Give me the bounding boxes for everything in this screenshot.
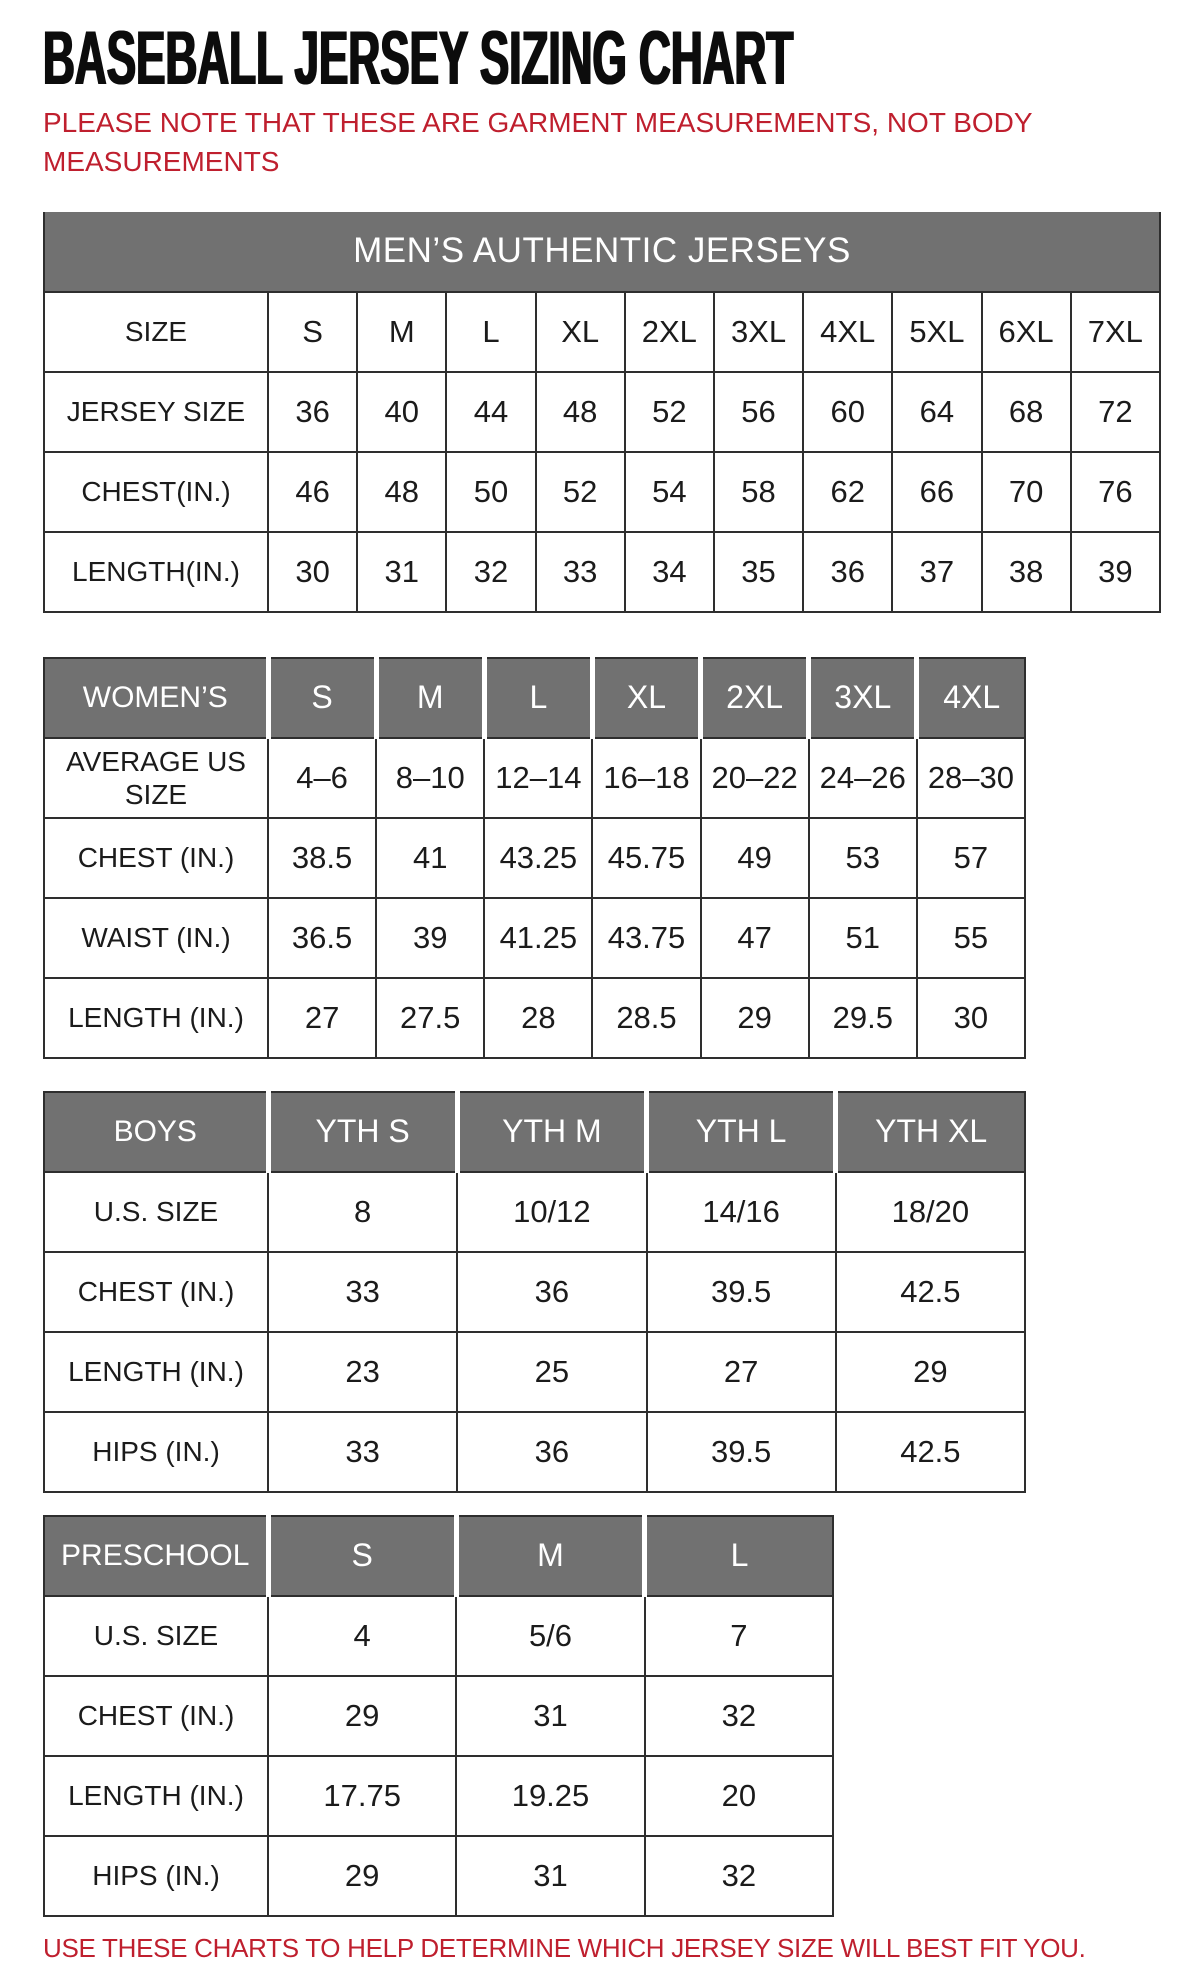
womens-column-header: M: [376, 658, 484, 738]
preschool-cell: 4: [268, 1596, 456, 1676]
womens-cell: 39: [376, 898, 484, 978]
mens-cell: 76: [1071, 452, 1160, 532]
womens-row-label: AVERAGE US SIZE: [44, 738, 268, 818]
mens-cell: 60: [803, 372, 892, 452]
mens-cell: 6XL: [982, 292, 1071, 372]
womens-cell: 29.5: [809, 978, 917, 1058]
mens-cell: 48: [357, 452, 446, 532]
preschool-row-label: LENGTH (IN.): [44, 1756, 268, 1836]
mens-cell: 64: [892, 372, 981, 452]
womens-cell: 28: [484, 978, 592, 1058]
boys-column-header: YTH L: [647, 1092, 836, 1172]
mens-cell: 35: [714, 532, 803, 612]
boys-cell: 33: [268, 1412, 457, 1492]
boys-cell: 36: [457, 1252, 646, 1332]
mens-table-title: MEN’S AUTHENTIC JERSEYS: [44, 212, 1160, 292]
preschool-cell: 20: [645, 1756, 833, 1836]
mens-row-label: SIZE: [44, 292, 268, 372]
womens-cell: 47: [701, 898, 809, 978]
mens-cell: 2XL: [625, 292, 714, 372]
preschool-column-header: L: [645, 1516, 833, 1596]
preschool-cell: 31: [456, 1676, 644, 1756]
mens-cell: 54: [625, 452, 714, 532]
boys-cell: 39.5: [647, 1252, 836, 1332]
mens-cell: 46: [268, 452, 357, 532]
womens-cell: 4–6: [268, 738, 376, 818]
boys-cell: 42.5: [836, 1252, 1025, 1332]
mens-cell: 3XL: [714, 292, 803, 372]
boys-row-label: U.S. SIZE: [44, 1172, 268, 1252]
womens-cell: 41: [376, 818, 484, 898]
boys-cell: 25: [457, 1332, 646, 1412]
mens-cell: 32: [446, 532, 535, 612]
mens-cell: 68: [982, 372, 1071, 452]
mens-cell: XL: [536, 292, 625, 372]
womens-cell: 43.75: [592, 898, 700, 978]
mens-cell: 44: [446, 372, 535, 452]
preschool-row: [44, 1756, 833, 1836]
preschool-cell: 31: [456, 1836, 644, 1916]
boys-cell: 36: [457, 1412, 646, 1492]
mens-cell: 70: [982, 452, 1071, 532]
preschool-cell: 32: [645, 1676, 833, 1756]
womens-row-label: WAIST (IN.): [44, 898, 268, 978]
womens-header-row: [44, 658, 1025, 738]
mens-cell: 37: [892, 532, 981, 612]
mens-cell: S: [268, 292, 357, 372]
womens-sizing-table: [43, 657, 1026, 1059]
size-tables-section: [43, 212, 1160, 1917]
boys-row: [44, 1412, 1025, 1492]
mens-row-label: CHEST(IN.): [44, 452, 268, 532]
mens-cell: 52: [625, 372, 714, 452]
boys-row: [44, 1252, 1025, 1332]
womens-cell: 53: [809, 818, 917, 898]
boys-row-label: HIPS (IN.): [44, 1412, 268, 1492]
mens-cell: 33: [536, 532, 625, 612]
womens-row: [44, 818, 1025, 898]
boys-row-label: LENGTH (IN.): [44, 1332, 268, 1412]
womens-cell: 57: [917, 818, 1025, 898]
preschool-header-label: PRESCHOOL: [44, 1516, 268, 1596]
womens-row-label: LENGTH (IN.): [44, 978, 268, 1058]
boys-cell: 14/16: [647, 1172, 836, 1252]
boys-cell: 10/12: [457, 1172, 646, 1252]
mens-cell: 39: [1071, 532, 1160, 612]
mens-cell: 72: [1071, 372, 1160, 452]
boys-header-row: [44, 1092, 1025, 1172]
mens-cell: 34: [625, 532, 714, 612]
preschool-sizing-table: [43, 1515, 834, 1917]
mens-cell: 31: [357, 532, 446, 612]
womens-column-header: L: [484, 658, 592, 738]
mens-authentic-jerseys-table: [43, 212, 1161, 613]
womens-cell: 49: [701, 818, 809, 898]
mens-cell: 62: [803, 452, 892, 532]
mens-cell: 36: [803, 532, 892, 612]
mens-cell: 36: [268, 372, 357, 452]
womens-column-header: S: [268, 658, 376, 738]
womens-cell: 55: [917, 898, 1025, 978]
mens-cell: M: [357, 292, 446, 372]
boys-cell: 23: [268, 1332, 457, 1412]
womens-cell: 28–30: [917, 738, 1025, 818]
womens-header-label: WOMEN’S: [44, 658, 268, 738]
mens-cell: 52: [536, 452, 625, 532]
womens-cell: 38.5: [268, 818, 376, 898]
mens-cell: 48: [536, 372, 625, 452]
preschool-row: [44, 1676, 833, 1756]
womens-row-label: CHEST (IN.): [44, 818, 268, 898]
womens-cell: 27: [268, 978, 376, 1058]
mens-cell: 56: [714, 372, 803, 452]
mens-cell: 66: [892, 452, 981, 532]
preschool-column-header: S: [268, 1516, 456, 1596]
boys-cell: 39.5: [647, 1412, 836, 1492]
mens-cell: 5XL: [892, 292, 981, 372]
mens-cell: 7XL: [1071, 292, 1160, 372]
mens-row: [44, 372, 1160, 452]
womens-column-header: 4XL: [917, 658, 1025, 738]
womens-column-header: 3XL: [809, 658, 917, 738]
womens-cell: 8–10: [376, 738, 484, 818]
preschool-row-label: CHEST (IN.): [44, 1676, 268, 1756]
preschool-column-header: M: [456, 1516, 644, 1596]
womens-row: [44, 898, 1025, 978]
preschool-cell: 19.25: [456, 1756, 644, 1836]
boys-column-header: YTH M: [457, 1092, 646, 1172]
boys-sizing-table: [43, 1091, 1026, 1493]
preschool-cell: 32: [645, 1836, 833, 1916]
page-title: [43, 16, 1160, 101]
boys-column-header: YTH S: [268, 1092, 457, 1172]
womens-cell: 27.5: [376, 978, 484, 1058]
boys-cell: 27: [647, 1332, 836, 1412]
womens-cell: 24–26: [809, 738, 917, 818]
mens-cell: 38: [982, 532, 1071, 612]
footer-note: USE THESE CHARTS TO HELP DETERMINE WHICH JERSEY SIZE WILL BEST FIT YOU.: [43, 1932, 1086, 1963]
boys-row: [44, 1332, 1025, 1412]
preschool-cell: 7: [645, 1596, 833, 1676]
preschool-row-label: HIPS (IN.): [44, 1836, 268, 1916]
page-title-text: BASEBALL JERSEY SIZING CHART: [43, 16, 794, 101]
preschool-cell: 17.75: [268, 1756, 456, 1836]
preschool-cell: 29: [268, 1836, 456, 1916]
mens-cell: 4XL: [803, 292, 892, 372]
mens-row: [44, 292, 1160, 372]
preschool-header-row: [44, 1516, 833, 1596]
boys-header-label: BOYS: [44, 1092, 268, 1172]
boys-column-header: YTH XL: [836, 1092, 1025, 1172]
mens-row-label: LENGTH(IN.): [44, 532, 268, 612]
garment-measurements-note: PLEASE NOTE THAT THESE ARE GARMENT MEASUREMENTS, NOT BODY MEASUREMENTS: [43, 107, 1033, 177]
preschool-cell: 29: [268, 1676, 456, 1756]
mens-cell: 58: [714, 452, 803, 532]
mens-cell: 30: [268, 532, 357, 612]
womens-cell: 51: [809, 898, 917, 978]
boys-cell: 42.5: [836, 1412, 1025, 1492]
womens-cell: 36.5: [268, 898, 376, 978]
womens-cell: 29: [701, 978, 809, 1058]
boys-row-label: CHEST (IN.): [44, 1252, 268, 1332]
womens-cell: 28.5: [592, 978, 700, 1058]
womens-cell: 30: [917, 978, 1025, 1058]
boys-cell: 18/20: [836, 1172, 1025, 1252]
womens-cell: 45.75: [592, 818, 700, 898]
preschool-cell: 5/6: [456, 1596, 644, 1676]
mens-cell: 40: [357, 372, 446, 452]
womens-row: [44, 738, 1025, 818]
womens-cell: 12–14: [484, 738, 592, 818]
mens-cell: 50: [446, 452, 535, 532]
preschool-row: [44, 1836, 833, 1916]
boys-cell: 29: [836, 1332, 1025, 1412]
mens-row-label: JERSEY SIZE: [44, 372, 268, 452]
preschool-row-label: U.S. SIZE: [44, 1596, 268, 1676]
womens-column-header: XL: [592, 658, 700, 738]
womens-cell: 41.25: [484, 898, 592, 978]
womens-column-header: 2XL: [701, 658, 809, 738]
preschool-row: [44, 1596, 833, 1676]
mens-row: [44, 532, 1160, 612]
boys-cell: 8: [268, 1172, 457, 1252]
womens-cell: 20–22: [701, 738, 809, 818]
womens-cell: 43.25: [484, 818, 592, 898]
mens-cell: L: [446, 292, 535, 372]
boys-row: [44, 1172, 1025, 1252]
womens-cell: 16–18: [592, 738, 700, 818]
womens-row: [44, 978, 1025, 1058]
boys-cell: 33: [268, 1252, 457, 1332]
mens-row: [44, 452, 1160, 532]
